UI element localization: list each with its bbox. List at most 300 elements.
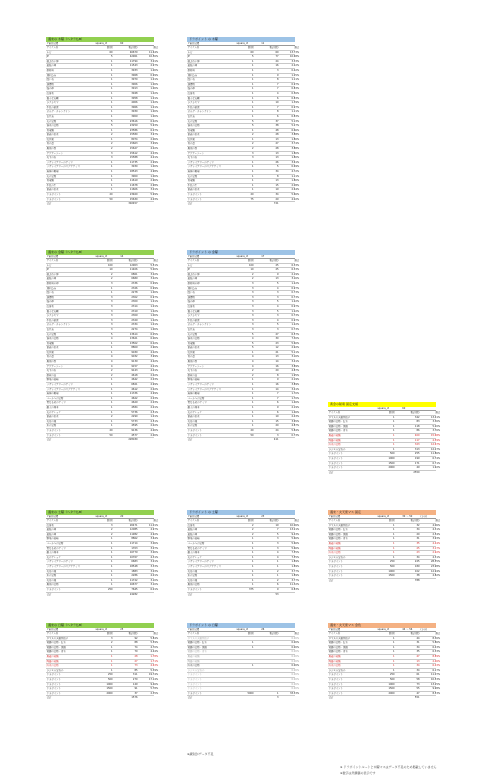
- table-cell: 61: [416, 673, 420, 677]
- table-cell: 1: [252, 392, 254, 396]
- table-cell: 27: [275, 142, 279, 146]
- column-header: 集計(数): [128, 519, 138, 522]
- meta-cell: 7番目以降: [188, 515, 200, 518]
- table-cell: ドラポイント: [46, 691, 61, 695]
- table-cell: 2302: [131, 295, 138, 299]
- table-cell: 12: [275, 346, 279, 350]
- table-cell: 1: [393, 668, 395, 672]
- table-cell: 0.00%: [291, 645, 300, 649]
- table-cell: 1: [111, 105, 113, 109]
- table-cell: 1: [252, 82, 254, 86]
- total-cell: 788: [414, 578, 420, 582]
- table-cell: 牛乳の生: [187, 183, 198, 187]
- table-cell: [254, 660, 279, 664]
- table-cell: 鷲獅の宝物・黄銀: [328, 645, 348, 649]
- table-cell: 雄うなる轢: [187, 96, 200, 100]
- table-cell: 16: [275, 364, 279, 368]
- total-cell: 53: [275, 592, 279, 596]
- table-cell: 1.00%: [150, 291, 159, 295]
- table-cell: 1.89%: [291, 574, 300, 578]
- table-cell: 11735: [129, 160, 138, 164]
- table-cell: 1.00%: [150, 314, 159, 318]
- table-cell: 37: [275, 119, 279, 123]
- table-cell: 3.41%: [291, 387, 300, 391]
- table-cell: 1.22%: [291, 281, 300, 285]
- table-cell: 1: [252, 188, 254, 192]
- table-cell: 5.84%: [291, 428, 300, 432]
- table-cell: 4: [111, 337, 113, 341]
- table-cell: 2: [111, 528, 113, 532]
- table-cell: JP: [187, 55, 190, 59]
- table-cell: 1.22%: [291, 309, 300, 313]
- table-cell: 47: [416, 691, 420, 695]
- table-cell: 23: [275, 341, 279, 345]
- total-cell: [236, 438, 254, 442]
- table-cell: [236, 637, 254, 641]
- table-cell: 3: [252, 295, 254, 299]
- table-cell: 10.68%: [290, 55, 300, 59]
- table-cell: 23259: [129, 124, 138, 128]
- table-cell: 118: [414, 424, 420, 428]
- table-cell: 270: [132, 677, 138, 681]
- table-cell: 1: [393, 641, 395, 645]
- table-cell: 磨ぶれい弾: [187, 272, 200, 276]
- table-cell: ダマスカス鍛性粒子: [46, 636, 69, 640]
- table-cell: 20: [275, 424, 279, 428]
- table-cell: 50: [109, 197, 113, 201]
- table-cell: 2.96%: [150, 179, 159, 183]
- table-cell: 1: [252, 541, 254, 545]
- table-title: 週末・火天使マス 固定: [328, 510, 436, 515]
- table-cell: 13: [275, 156, 279, 160]
- total-cell: 合計: [187, 696, 193, 700]
- table-cell: 1: [252, 73, 254, 77]
- table-cell: 4.00%: [150, 428, 159, 432]
- table-cell: 23: [416, 551, 420, 555]
- table-cell: 13: [416, 659, 420, 663]
- total-cell: [279, 593, 300, 597]
- table-cell: 陶器の竜鱗: [46, 659, 59, 663]
- table-cell: 陶器の竜鱗: [328, 438, 341, 442]
- table-cell: 3.16%: [291, 277, 300, 281]
- table-cell: 7: [276, 82, 279, 86]
- table-cell: 15: [275, 419, 279, 423]
- table-cell: 陶器の竜鱗: [328, 659, 341, 663]
- table-cell: 銀大の塚本: [187, 551, 200, 555]
- table-cell: 5: [111, 55, 113, 59]
- table-cell: ダマスカス鍛性粒子: [328, 523, 351, 527]
- table-cell: 1: [252, 406, 254, 409]
- table-cell: 3: [252, 323, 254, 327]
- table-cell: 銀大の塚本: [46, 551, 59, 555]
- table-cell: 1: [252, 160, 254, 164]
- table-cell: 強の印: [46, 300, 54, 304]
- table-cell: 4: [252, 355, 254, 359]
- table-cell: 29: [275, 197, 279, 201]
- table-title: ドラポイント の 木曜: [187, 37, 295, 42]
- table-cell: 3: [111, 281, 113, 285]
- table-cell: 3: [111, 304, 113, 308]
- table-cell: 1: [111, 578, 113, 582]
- table-cell: ドラポイント: [187, 682, 202, 686]
- table-cell: 1.22%: [291, 323, 300, 327]
- table-cell: ラジエル宝石の: [328, 555, 346, 559]
- table-cell: 0.00%: [291, 659, 300, 663]
- column-header: 数/個: [388, 519, 395, 522]
- table-cell: 6.17%: [432, 668, 441, 672]
- table-cell: 1500: [106, 687, 113, 691]
- table-cell: 1: [252, 96, 254, 100]
- table-cell: 3: [252, 318, 254, 322]
- table-cell: 1.78%: [150, 654, 159, 658]
- column-header: アイテム名: [187, 259, 200, 262]
- table-cell: 5.60%: [291, 341, 300, 345]
- table-cell: 5: [252, 124, 254, 128]
- table-total-row: [46, 593, 154, 597]
- table-cell: [254, 650, 279, 654]
- table-cell: 4: [276, 555, 279, 559]
- table-cell: 149: [132, 682, 138, 686]
- table-cell: 5.66%: [291, 193, 300, 196]
- table-cell: 黒龍の竜鱗: [46, 654, 59, 658]
- table-cell: 2: [111, 277, 113, 281]
- table-cell: 1.39%: [291, 101, 300, 105]
- table-cell: 1: [393, 443, 395, 447]
- table-cell: 3.16%: [291, 355, 300, 359]
- table-cell: 夏森の糸木: [187, 133, 200, 137]
- table-cell: 1.46%: [291, 401, 300, 405]
- table-cell: 3: [111, 156, 113, 160]
- data-table: [328, 402, 441, 474]
- table-cell: 0.69%: [291, 165, 300, 169]
- table-cell: 3: [111, 314, 113, 318]
- table-cell: 8862: [131, 537, 138, 541]
- table-cell: 10: [275, 101, 279, 105]
- table-cell: 4.01%: [150, 156, 159, 160]
- table-cell: 1000: [388, 569, 395, 573]
- table-cell: 1: [393, 429, 395, 433]
- table-cell: 1: [393, 650, 395, 654]
- table-cell: 13614: [129, 332, 138, 336]
- table-cell: 3.99%: [150, 355, 159, 359]
- table-total-row: [187, 593, 295, 597]
- table-cell: 連れ込み: [187, 73, 198, 77]
- table-cell: 20: [275, 369, 279, 373]
- table-cell: 鷲獅の宝物・紅玉: [46, 641, 66, 645]
- table-cell: 2334: [131, 323, 138, 327]
- meta-cell: 7番目以降: [47, 515, 59, 518]
- table-cell: 13.25%: [431, 682, 441, 686]
- table-cell: 1: [111, 286, 113, 290]
- table-cell: ドラポイント: [328, 687, 343, 691]
- meta-cell: square_ct: [377, 628, 390, 631]
- table-cell: 2: [252, 142, 254, 146]
- table-cell: 1.01%: [150, 105, 159, 109]
- table-cell: 10.56%: [149, 55, 159, 59]
- table-cell: ラクシヤマ: [46, 101, 59, 105]
- table-cell: 漁獲物: [187, 82, 195, 86]
- table-cell: 9032: [131, 355, 138, 359]
- table-cell: 3: [276, 433, 279, 437]
- table-cell: 85: [134, 668, 138, 672]
- meta-cell: 44 〜 56: [402, 628, 413, 631]
- table-cell: [254, 683, 279, 687]
- table-cell: 牛乳の枯黄: [46, 318, 59, 322]
- table-cell: 1: [393, 438, 395, 442]
- table-cell: 匠木の宝物: [328, 551, 341, 555]
- table-cell: 70: [134, 650, 138, 654]
- table-total-row: [187, 438, 295, 442]
- table-cell: 紅茶名: [46, 523, 54, 527]
- column-header: 割合: [435, 519, 441, 522]
- table-cell: 20: [250, 428, 254, 432]
- meta-cell: square_ct: [95, 515, 108, 518]
- column-header: 集計(数): [128, 46, 138, 49]
- table-cell: 5736: [131, 410, 138, 414]
- table-grid: [328, 631, 441, 696]
- table-cell: 1: [252, 560, 254, 564]
- table-cell: 3909: [131, 114, 138, 118]
- table-cell: 46670: [129, 50, 138, 54]
- column-header: 数/個: [388, 632, 395, 635]
- table-cell: 火の宝物: [187, 332, 198, 336]
- table-cell: 12.94%: [431, 569, 441, 573]
- column-header: 割合: [435, 411, 441, 414]
- table-cell: 6683: [131, 560, 138, 564]
- total-cell: [95, 438, 113, 442]
- table-cell: 天仔の城: [187, 419, 198, 423]
- table-cell: 1: [393, 555, 395, 559]
- table-cell: 古代布: [187, 114, 195, 118]
- table-cell: 6689: [131, 277, 138, 281]
- table-cell: 8: [276, 174, 279, 178]
- table-cell: 1: [393, 664, 395, 668]
- table-cell: ドラポイント: [46, 682, 61, 686]
- table-cell: 牛乳の枯黄: [187, 105, 200, 109]
- table-cell: 鷲獅の宝物・青玉: [328, 537, 348, 541]
- table-cell: 天仔の城: [187, 569, 198, 573]
- table-cell: 3930: [131, 110, 138, 114]
- table-title: ドラポイント の 土曜: [187, 510, 295, 515]
- data-table: [187, 37, 300, 206]
- table-cell: 2.03%: [150, 378, 159, 382]
- table-cell: 4: [276, 318, 279, 322]
- table-cell: 7.55%: [291, 555, 300, 559]
- total-cell: 551: [414, 696, 420, 700]
- table-cell: 野菜の岩崎: [46, 537, 59, 541]
- table-cell: 34: [275, 193, 279, 196]
- table-cell: 2: [111, 369, 113, 373]
- table-cell: ソヴァイアマーのマデアアミマ: [187, 165, 221, 169]
- table-cell: 4.97%: [150, 528, 159, 532]
- table-cell: 1.01%: [150, 415, 159, 419]
- table-cell: [254, 678, 279, 682]
- table-cell: 2300: [131, 300, 138, 304]
- table-cell: 250: [107, 587, 113, 591]
- table-cell: 250: [389, 673, 395, 677]
- table-cell: 313: [414, 447, 420, 451]
- table-cell: 3.33%: [150, 564, 159, 568]
- table-cell: オルグ・チャンナイン: [46, 110, 71, 114]
- meta-cell: (ラス): [420, 515, 428, 518]
- table-cell: 10.53%: [431, 677, 441, 681]
- table-cell: 無神の戦場: [46, 392, 59, 396]
- table-cell: 1.70%: [291, 396, 300, 400]
- table-cell: 1: [111, 564, 113, 568]
- meta-cell: 30 〜 50: [402, 515, 413, 518]
- table-cell: 鷲獅の宝物・黄銀: [46, 645, 66, 649]
- table-cell: 牛乳の枯黄: [187, 318, 200, 322]
- data-table: [187, 250, 300, 442]
- table-cell: 3.77%: [291, 578, 300, 582]
- table-cell: 18548: [129, 564, 138, 568]
- table-cell: 1: [252, 551, 254, 555]
- table-cell: 6: [276, 583, 279, 587]
- table-cell: 1: [111, 537, 113, 541]
- table-cell: アクアーソーン: [187, 151, 205, 155]
- table-cell: 1: [111, 78, 113, 82]
- table-cell: 雄うなる轢: [187, 309, 200, 313]
- total-cell: [420, 579, 441, 583]
- table-cell: 4.06%: [432, 523, 441, 527]
- total-cell: 合計: [46, 696, 52, 700]
- table-cell: 23616: [129, 119, 138, 123]
- meta-cell: 26: [261, 628, 265, 631]
- table-cell: 3.97%: [150, 133, 159, 137]
- table-cell: 2: [111, 532, 113, 536]
- column-header: 数/個: [247, 519, 254, 522]
- table-cell: 4.92%: [150, 532, 159, 536]
- table-cell: 4.02%: [291, 197, 300, 201]
- table-cell: 銀大の塚本: [46, 406, 59, 409]
- column-header: アイテム名: [46, 46, 59, 49]
- table-cell: 8074: [131, 137, 138, 141]
- table-cell: JP: [187, 268, 190, 272]
- total-cell: 合計: [46, 438, 52, 442]
- table-cell: 4006: [131, 101, 138, 105]
- total-cell: [279, 438, 300, 442]
- column-header: アイテム名: [328, 411, 341, 414]
- table-cell: 3.10%: [150, 583, 159, 587]
- table-cell: 28: [275, 147, 279, 151]
- table-cell: 1: [252, 78, 254, 82]
- table-cell: 6: [276, 401, 279, 405]
- table-cell: 83: [416, 420, 420, 424]
- table-cell: 1: [252, 183, 254, 187]
- table-cell: ドラポイント: [328, 466, 343, 470]
- data-table: [46, 37, 159, 206]
- table-cell: 500: [107, 677, 113, 681]
- table-cell: ドラポイント: [187, 687, 202, 691]
- table-cell: 1.02%: [150, 318, 159, 322]
- table-cell: 3: [252, 291, 254, 295]
- table-cell: 48: [275, 128, 279, 132]
- table-cell: 500: [389, 452, 395, 456]
- table-cell: 3.02%: [150, 277, 159, 281]
- table-cell: 4.44%: [432, 541, 441, 545]
- table-cell: 2.02%: [150, 373, 159, 377]
- table-cell: 1.01%: [150, 323, 159, 327]
- table-cell: 11794: [129, 59, 138, 63]
- total-cell: [95, 696, 113, 700]
- table-cell: 7: [276, 105, 279, 109]
- table-cell: ソヴァイアマーのアミマ: [187, 383, 214, 387]
- table-cell: 11.64%: [149, 50, 159, 54]
- table-cell: 1.80%: [291, 151, 300, 155]
- table-cell: 無神の戦場: [46, 170, 59, 174]
- data-table: [187, 510, 300, 596]
- table-cell: ダマスカス鍛性粒子: [328, 636, 351, 640]
- table-cell: 1: [252, 174, 254, 178]
- table-cell: 311: [132, 673, 138, 677]
- table-cell: 牛乳の枯黄: [46, 105, 59, 109]
- table-cell: 1.80%: [291, 179, 300, 183]
- table-cell: ドラポイント: [328, 682, 343, 686]
- table-cell: ルビ: [187, 263, 193, 267]
- total-cell: [377, 579, 395, 583]
- table-cell: 6: [276, 114, 279, 118]
- total-cell: 合計: [328, 696, 334, 700]
- table-cell: 4.82%: [432, 574, 441, 578]
- table-cell: 3.93%: [432, 537, 441, 541]
- table-cell: 霧木の宝物: [46, 337, 59, 341]
- table-cell: 3.64%: [150, 537, 159, 541]
- table-cell: 1: [111, 101, 113, 105]
- table-cell: 5.78%: [150, 687, 159, 691]
- table-cell: 5: [276, 281, 279, 285]
- table-cell: 3: [111, 323, 113, 327]
- table-cell: 5733: [131, 419, 138, 423]
- table-cell: 5.20%: [432, 424, 441, 428]
- meta-cell: 60: [402, 407, 406, 410]
- total-cell: 3: [276, 696, 279, 700]
- table-cell: 3948: [131, 91, 138, 95]
- table-cell: 34: [275, 170, 279, 174]
- table-cell: 雄うなる轢: [46, 96, 59, 100]
- table-cell: 34: [416, 645, 420, 649]
- table-cell: 28.55%: [431, 560, 441, 564]
- table-cell: 1: [252, 64, 254, 68]
- table-cell: 1703: [131, 546, 138, 550]
- table-cell: 1: [111, 341, 113, 345]
- table-cell: 12903: [129, 263, 138, 267]
- table-cell: 1: [111, 73, 113, 77]
- table-cell: 0.83%: [291, 87, 300, 91]
- table-cell: 1500: [388, 574, 395, 578]
- table-cell: 1: [393, 420, 395, 424]
- table-cell: 夏森の糸木: [187, 346, 200, 350]
- total-cell: 392457: [128, 202, 138, 206]
- table-cell: 火のアレッテ: [187, 555, 202, 559]
- table-cell: 1: [276, 560, 279, 564]
- table-cell: ソヴァイアマーのマデアアミマ: [187, 387, 221, 391]
- table-cell: 1: [111, 128, 113, 132]
- table-cell: 3: [111, 318, 113, 322]
- table-cell: 28: [134, 654, 138, 658]
- table-cell: 8: [276, 373, 279, 377]
- table-cell: 2: [111, 147, 113, 151]
- meta-cell: 7番目以降: [188, 255, 200, 258]
- table-cell: 20: [416, 532, 420, 536]
- table-cell: 3.06%: [150, 541, 159, 545]
- table-cell: 1: [252, 396, 254, 400]
- table-cell: 2.51%: [150, 419, 159, 423]
- table-cell: 3: [252, 281, 254, 285]
- table-cell: 1.80%: [291, 156, 300, 160]
- table-cell: 5: [111, 124, 113, 128]
- data-table: [328, 623, 441, 700]
- column-header: 集計(数): [410, 632, 420, 635]
